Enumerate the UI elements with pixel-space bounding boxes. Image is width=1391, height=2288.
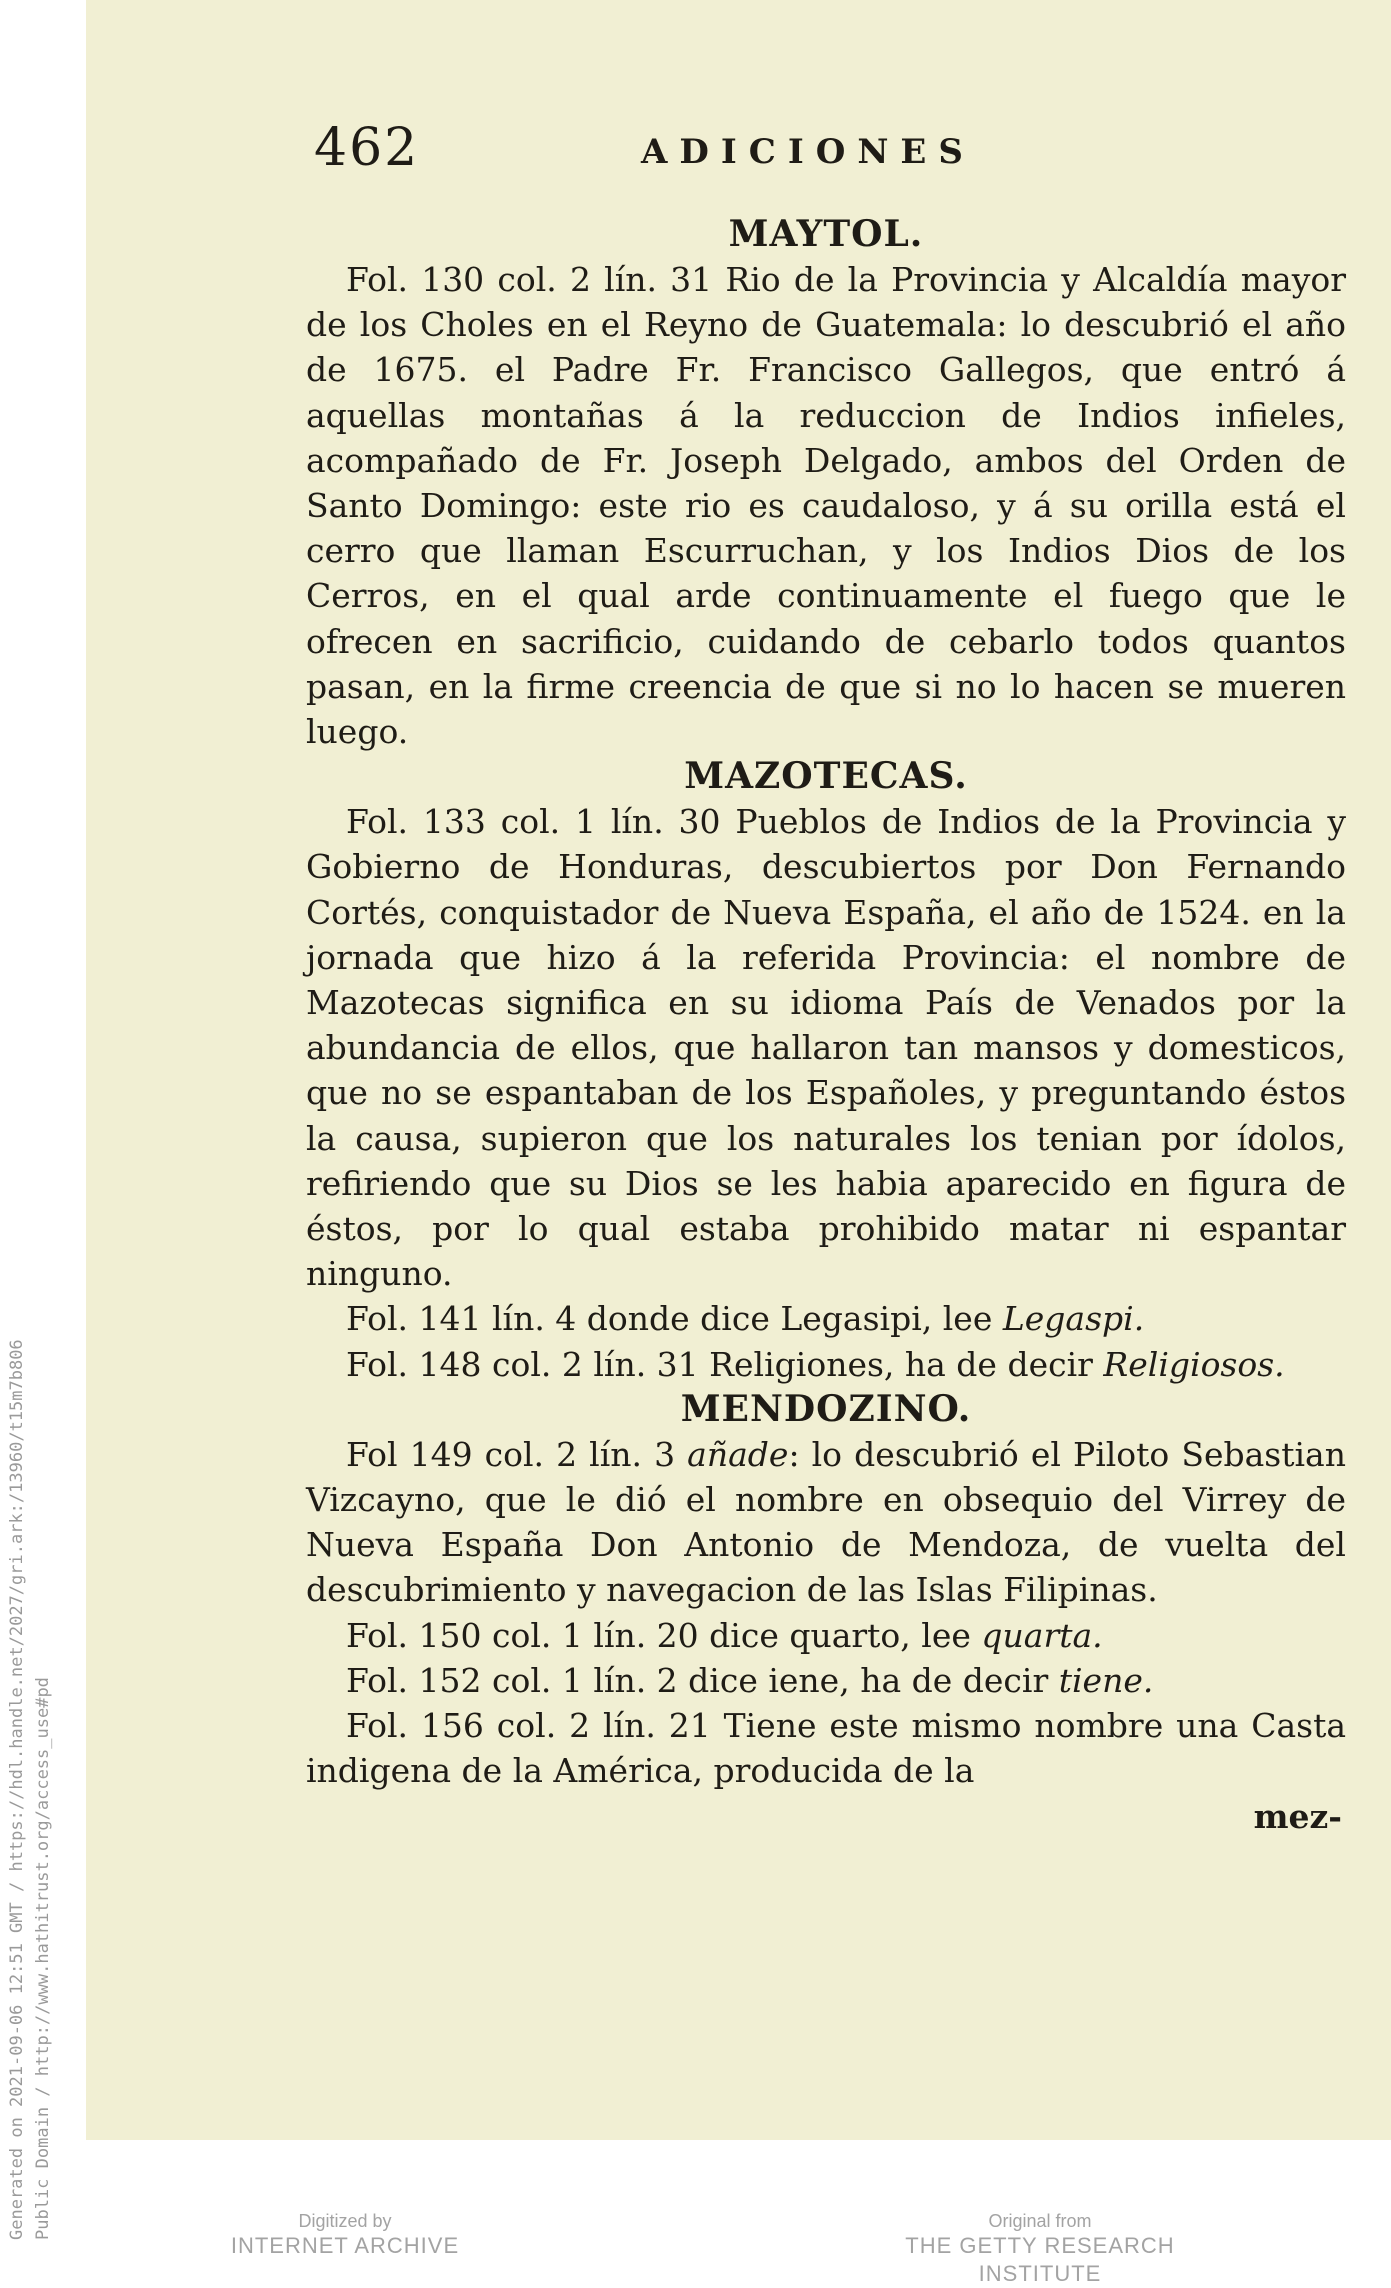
italic-text: tiene. — [1058, 1660, 1154, 1700]
entry-paragraph — [306, 1296, 1346, 1341]
footer-right-small: Original from — [988, 2211, 1092, 2231]
text-run: Fol. 150 col. 1 lín. 20 dice quarto, lee — [346, 1615, 982, 1655]
footer — [0, 2210, 1391, 2286]
book-page — [86, 0, 1391, 2140]
footer-right-big: THE GETTY RESEARCH INSTITUTE — [905, 2233, 1175, 2286]
footer-original — [850, 2210, 1230, 2288]
entry-paragraph — [306, 1613, 1346, 1658]
running-title: ADICIONES — [641, 132, 975, 172]
italic-text: añade — [687, 1434, 789, 1474]
side-watermark — [4, 1339, 56, 2240]
entry-paragraph — [306, 1703, 1346, 1793]
entry-paragraph — [306, 1658, 1346, 1703]
page-header — [306, 118, 1346, 188]
watermark-line: Public Domain / http://www.hathitrust.org/access_use#pd — [33, 1677, 53, 2240]
text-run: Fol 149 col. 2 lín. 3 — [346, 1434, 688, 1474]
entry-paragraph — [306, 799, 1346, 1296]
entry-paragraph — [306, 1432, 1346, 1613]
entry-title: MAYTOL. — [728, 213, 924, 255]
catchword: mez- — [1253, 1796, 1342, 1836]
text-run: Fol. 133 col. 1 lín. 30 Pueblos de Indios de la Provincia y Gobierno de Honduras, descubiertos por Don Fernando Cortés, conquistador de Nueva España, el año de 1524. en la jornada que hizo á la referida Provincia: el nombre de Mazotecas significa en su idioma País de Venados por la abundancia de ellos, que hallaron tan mansos y domesticos, que no se espantaban de los Españoles, y preguntando éstos la causa, supieron que los naturales los tenian por ídolos, refiriendo que su Dios se les habia aparecido en figura de éstos, por lo qual estaba prohibido matar ni espantar ninguno. — [306, 802, 1346, 1294]
footer-digitized — [230, 2210, 460, 2260]
entries — [306, 212, 1346, 1839]
italic-text: quarta. — [981, 1615, 1103, 1655]
italic-text: Legaspi. — [1002, 1299, 1145, 1339]
footer-left-big: INTERNET ARCHIVE — [230, 2233, 460, 2258]
text-run: Fol. 156 col. 2 lín. 21 Tiene este mismo nombre una Casta indigena de la América, producida de la — [306, 1706, 1346, 1791]
text-run: Fol. 130 col. 2 lín. 31 Rio de la Provincia y Alcaldía mayor de los Choles en el Reyno de Guatemala: lo descubrió el año de 1675. el Padre Fr. Francisco Gallegos, que entró á aquellas montañas á la reduccion de Indios infieles, acompañado de Fr. Joseph Delgado, ambos del Orden de Santo Domingo: este rio es caudaloso, y á su orilla está el cerro que llaman Escurruchan, y los Indios Dios de los Cerros, en el qual arde continuamente el fuego que le ofrecen en sacrificio, cuidando de cebarlo todos quantos pasan, en la firme creencia de que si no lo hacen se mueren luego. — [306, 260, 1346, 752]
page-number: 462 — [314, 118, 420, 178]
watermark-line: Generated on 2021-09-06 12:51 GMT / https://hdl.handle.net/2027/gri.ark:/13960/t15m7b806 — [7, 1339, 27, 2240]
italic-text: Religiosos. — [1103, 1344, 1285, 1384]
text-run: Fol. 141 lín. 4 donde dice Legasipi, lee — [346, 1299, 1003, 1339]
entry-title: MENDOZINO. — [680, 1387, 972, 1430]
text-run: Fol. 148 col. 2 lín. 31 Religiones, ha de decir — [346, 1344, 1104, 1384]
entry-paragraph — [306, 1342, 1346, 1387]
entry-paragraph — [306, 257, 1346, 754]
text-run: : lo descubrió el Piloto Sebastian Vizcayno, que le dió el nombre en obsequio del Virrey de Nueva España Don Antonio de Mendoza, de vuelta del descubrimiento y navegacion de las Islas Filipinas. — [306, 1434, 1346, 1610]
text-run: Fol. 152 col. 1 lín. 2 dice iene, ha de decir — [346, 1660, 1059, 1700]
footer-left-small: Digitized by — [298, 2211, 392, 2231]
entry-title: MAZOTECAS. — [684, 755, 968, 798]
